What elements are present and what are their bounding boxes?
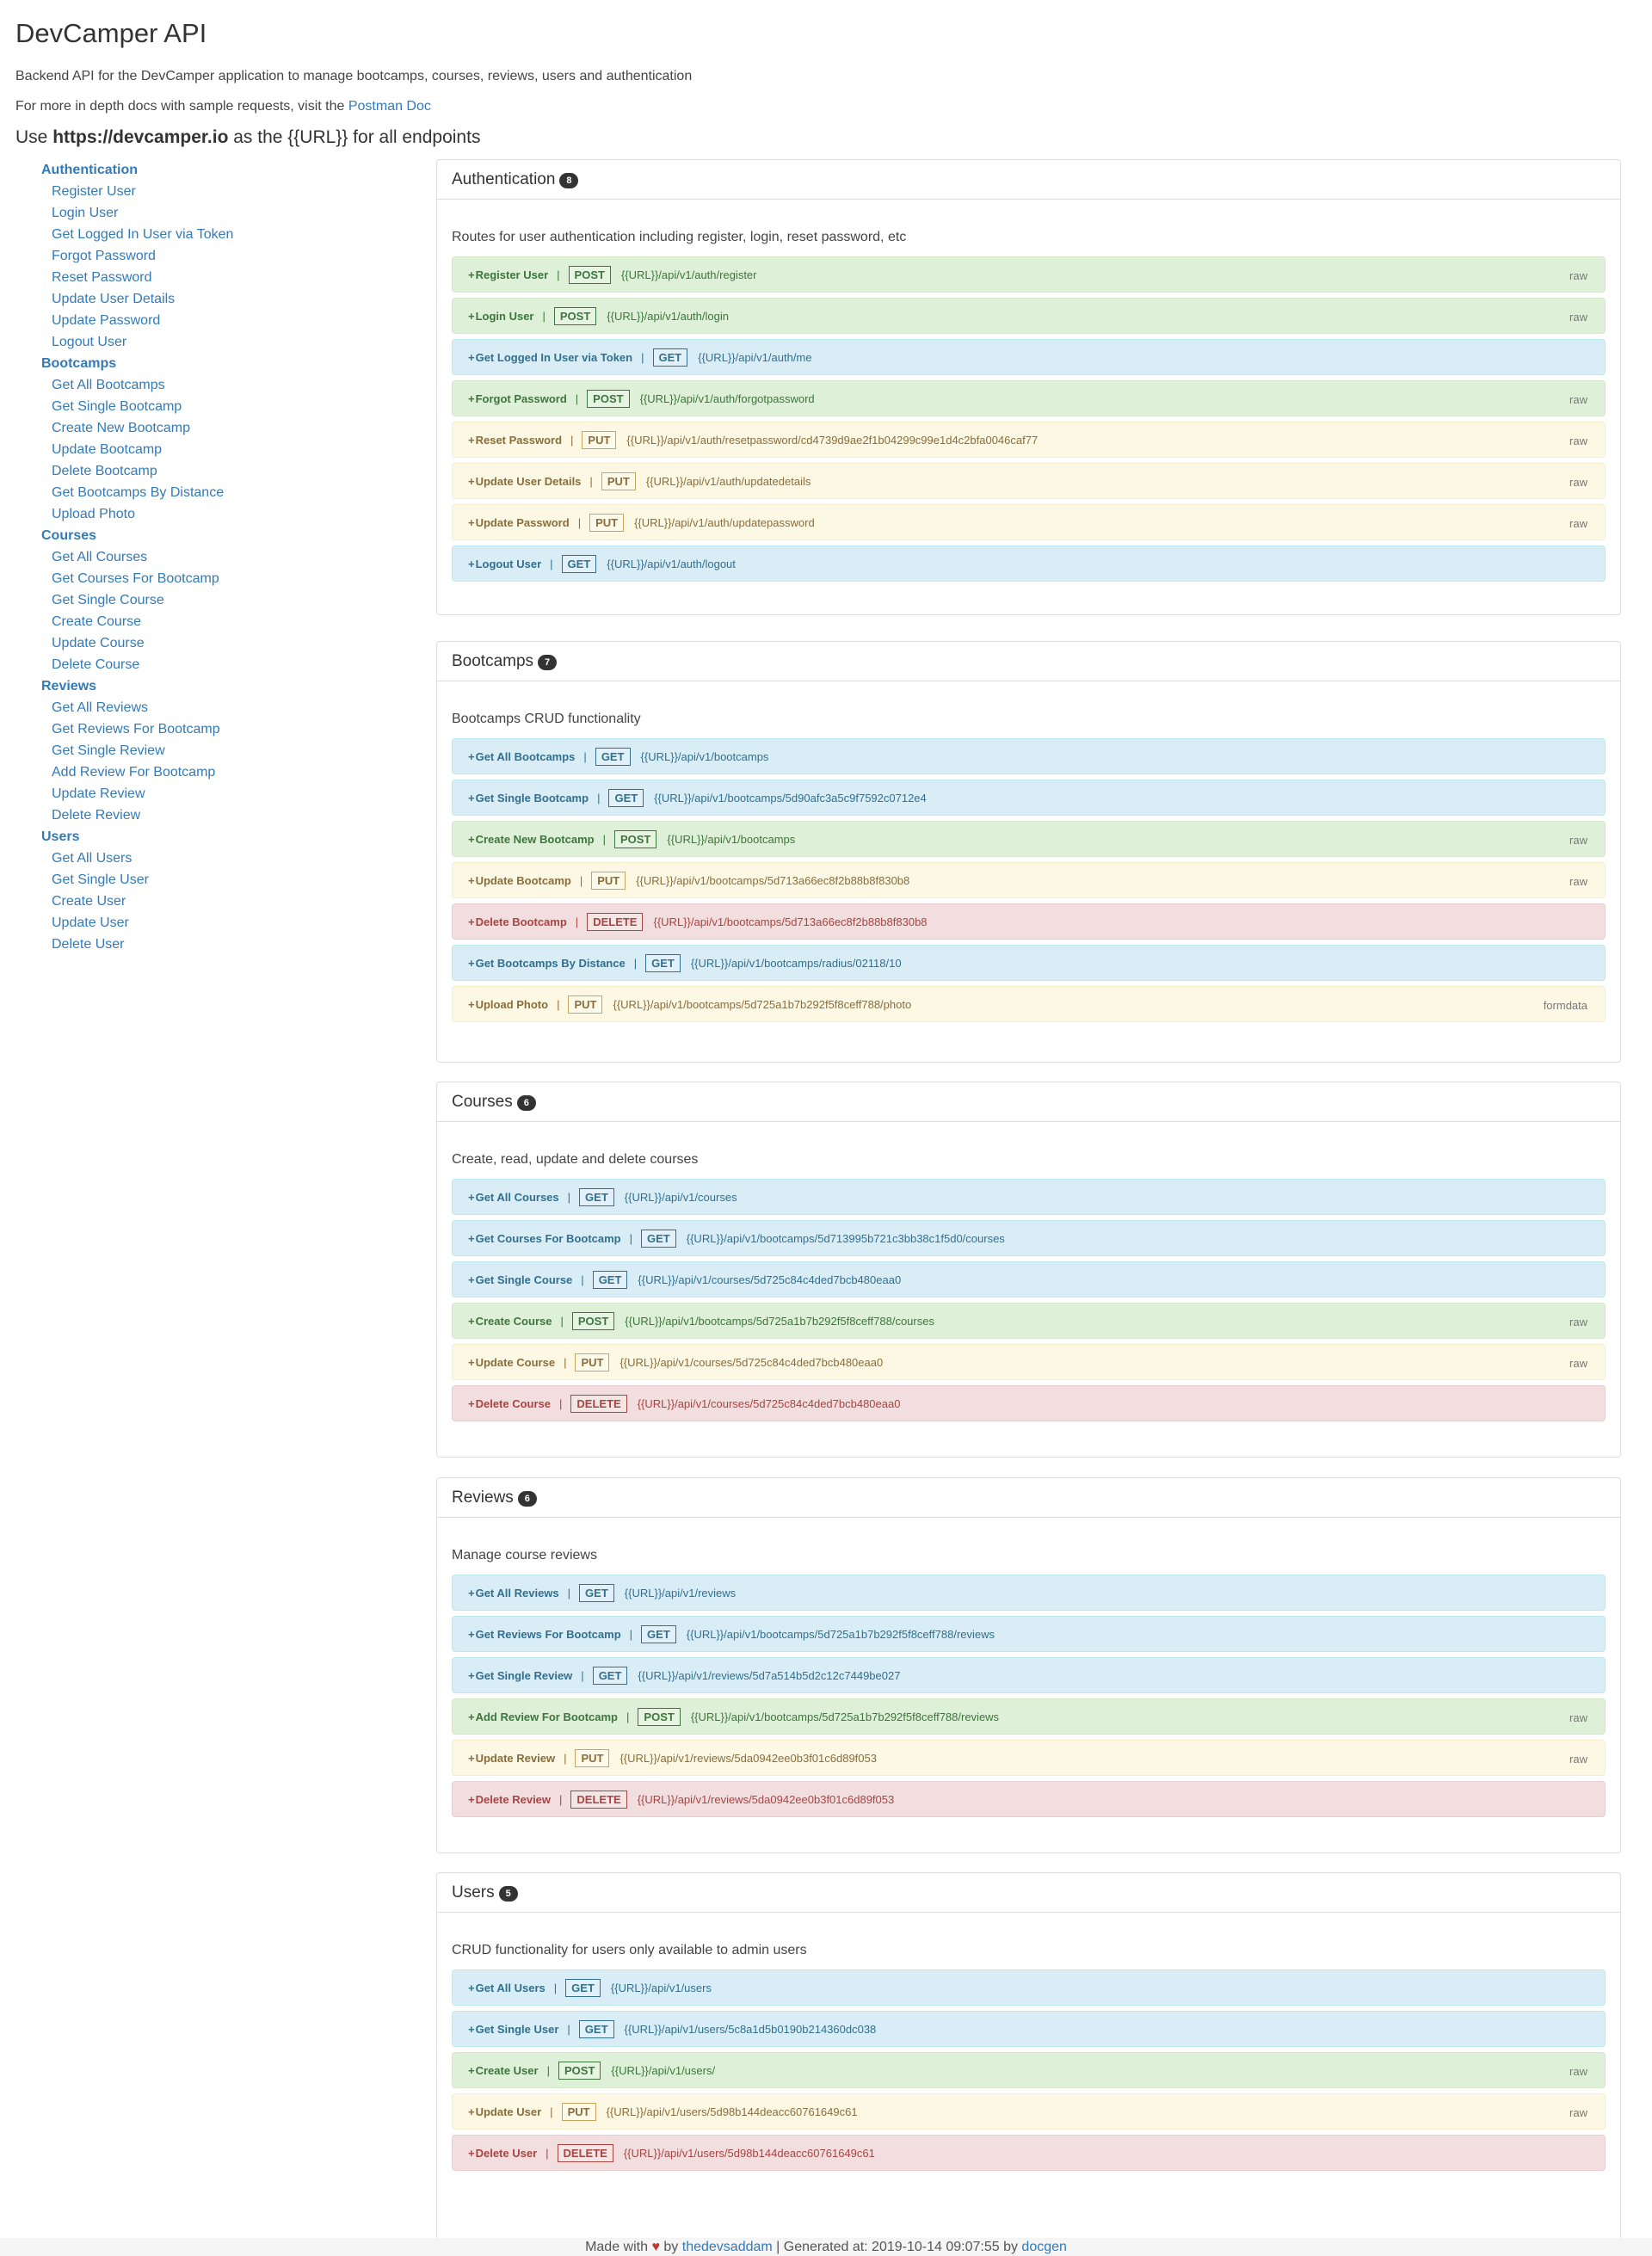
payload-type: raw — [1569, 875, 1587, 888]
method-badge: PUT — [582, 431, 616, 449]
separator: | — [570, 433, 574, 447]
payload-type: raw — [1569, 311, 1587, 324]
expand-icon[interactable]: + — [468, 391, 475, 405]
endpoint-forgot-password[interactable] — [452, 380, 1606, 416]
count-badge: 8 — [559, 173, 578, 188]
expand-icon[interactable]: + — [468, 1586, 475, 1600]
method-badge: GET — [565, 1979, 601, 1997]
panel-description: CRUD functionality for users only available to admin users — [452, 1943, 807, 1957]
payload-type: formdata — [1543, 999, 1587, 1012]
endpoint-url: {{URL}}/api/v1/bootcamps — [640, 749, 769, 763]
sidebar-item-get-single-course[interactable]: Get Single Course — [52, 593, 164, 607]
separator: | — [567, 2022, 570, 2036]
sidebar-item-get-logged-in-user-via-token[interactable]: Get Logged In User via Token — [52, 227, 234, 242]
endpoint-url: {{URL}}/api/v1/bootcamps/5d725a1b7b292f5f8ceff788/courses — [625, 1314, 934, 1328]
sidebar-item-get-bootcamps-by-distance[interactable]: Get Bootcamps By Distance — [52, 485, 225, 500]
panel-body — [437, 1151, 1620, 1421]
sidebar-item-upload-photo[interactable]: Upload Photo — [52, 507, 135, 521]
method-badge: POST — [572, 1312, 614, 1330]
endpoint-delete-user[interactable] — [452, 2135, 1606, 2171]
sidebar-item-delete-bootcamp[interactable]: Delete Bootcamp — [52, 464, 157, 478]
use-suffix: as the {{URL}} for all endpoints — [228, 127, 481, 147]
endpoint-update-password[interactable] — [452, 504, 1606, 540]
expand-icon[interactable]: + — [468, 749, 475, 763]
separator: | — [575, 391, 579, 405]
sidebar-item-create-new-bootcamp[interactable]: Create New Bootcamp — [52, 421, 190, 435]
expand-icon[interactable]: + — [468, 1355, 475, 1369]
payload-type: raw — [1569, 476, 1587, 489]
sidebar-item-login-user[interactable]: Login User — [52, 206, 119, 220]
expand-icon[interactable]: + — [468, 1314, 475, 1328]
endpoint-url: {{URL}}/api/v1/users/5d98b144deacc60761649c61 — [606, 2105, 858, 2118]
separator: | — [553, 1981, 558, 1994]
panel-reviews — [436, 1477, 1621, 1853]
endpoint-url: {{URL}}/api/v1/courses/5d725c84c4ded7bcb480eaa0 — [637, 1396, 901, 1410]
author-link[interactable]: thedevsaddam — [681, 2240, 773, 2254]
method-badge: PUT — [562, 2103, 596, 2121]
separator: | — [557, 997, 560, 1011]
endpoint-url: {{URL}}/api/v1/reviews/5d7a514b5d2c12c7449be027 — [638, 1668, 901, 1682]
separator: | — [581, 1273, 584, 1286]
endpoint-name: Delete Bootcamp — [475, 915, 567, 928]
separator: | — [567, 1586, 571, 1600]
expand-icon[interactable]: + — [468, 2105, 475, 2118]
endpoint-get-courses-for-bootcamp[interactable] — [452, 1220, 1606, 1256]
expand-icon[interactable]: + — [468, 350, 475, 364]
expand-icon[interactable]: + — [468, 557, 475, 570]
expand-icon[interactable]: + — [468, 433, 475, 447]
endpoint-url: {{URL}}/api/v1/bootcamps/5d713a66ec8f2b88b8f830b8 — [653, 915, 928, 928]
expand-icon[interactable]: + — [468, 956, 475, 970]
separator: | — [579, 873, 583, 887]
method-badge: GET — [641, 1230, 676, 1248]
expand-icon[interactable]: + — [468, 791, 475, 804]
payload-type: raw — [1569, 2106, 1587, 2119]
expand-icon[interactable]: + — [468, 1627, 475, 1641]
separator: | — [550, 2105, 553, 2118]
sidebar-item-update-review[interactable]: Update Review — [52, 786, 145, 801]
count-badge: 6 — [517, 1095, 536, 1111]
endpoint-url: {{URL}}/api/v1/auth/logout — [607, 557, 736, 570]
sidebar-item-update-bootcamp[interactable]: Update Bootcamp — [52, 442, 163, 457]
page-footer — [0, 2238, 1652, 2256]
endpoint-delete-course[interactable] — [452, 1385, 1606, 1421]
separator: | — [633, 956, 638, 970]
endpoint-get-single-bootcamp[interactable] — [452, 780, 1606, 816]
endpoint-update-user-details[interactable] — [452, 463, 1606, 499]
endpoint-name: Get Courses For Bootcamp — [475, 1231, 621, 1245]
sidebar-item-get-reviews-for-bootcamp[interactable]: Get Reviews For Bootcamp — [52, 722, 220, 737]
endpoint-url: {{URL}}/api/v1/auth/updatepassword — [634, 515, 815, 529]
expand-icon[interactable]: + — [468, 1273, 475, 1286]
endpoint-url: {{URL}}/api/v1/bootcamps/radius/02118/10 — [690, 956, 902, 970]
sidebar-item-create-course[interactable]: Create Course — [52, 614, 142, 629]
separator: | — [542, 309, 546, 323]
endpoint-url: {{URL}}/api/v1/bootcamps/5d725a1b7b292f5f8ceff788/reviews — [690, 1710, 1000, 1723]
separator: | — [546, 2146, 549, 2160]
endpoint-create-user[interactable] — [452, 2052, 1606, 2088]
page-title: DevCamper API — [15, 18, 207, 48]
endpoint-update-bootcamp[interactable] — [452, 862, 1606, 898]
docgen-link[interactable]: docgen — [1021, 2240, 1067, 2254]
panel-heading — [437, 160, 1620, 200]
sidebar-item-update-course[interactable]: Update Course — [52, 636, 145, 650]
expand-icon[interactable]: + — [468, 515, 475, 529]
panel-title: Users — [452, 1883, 495, 1902]
endpoint-update-review[interactable] — [452, 1740, 1606, 1776]
endpoint-logout-user[interactable] — [452, 546, 1606, 582]
method-badge: POST — [638, 1708, 680, 1726]
sidebar-nav — [41, 159, 403, 955]
endpoint-get-reviews-for-bootcamp[interactable] — [452, 1616, 1606, 1652]
endpoint-create-course[interactable] — [452, 1303, 1606, 1339]
panel-body — [437, 229, 1620, 582]
endpoint-create-new-bootcamp[interactable] — [452, 821, 1606, 857]
endpoint-name: Get Single User — [475, 2022, 559, 2036]
expand-icon[interactable]: + — [468, 915, 475, 928]
panel-description: Bootcamps CRUD functionality — [452, 712, 641, 726]
endpoint-url: {{URL}}/api/v1/auth/register — [620, 268, 757, 281]
sidebar-item-get-all-reviews[interactable]: Get All Reviews — [52, 700, 149, 715]
sidebar-item-delete-course[interactable]: Delete Course — [52, 657, 140, 672]
separator: | — [626, 1710, 630, 1723]
panel-heading — [437, 642, 1620, 681]
expand-icon[interactable]: + — [468, 832, 475, 846]
footer-generated: | Generated at: 2019-10-14 09:07:55 by — [772, 2240, 1022, 2254]
method-badge: PUT — [575, 1353, 609, 1371]
endpoint-name: Reset Password — [475, 433, 563, 447]
separator: | — [564, 1751, 567, 1765]
panel-title: Authentication — [452, 170, 556, 188]
endpoint-name: Delete Review — [475, 1792, 552, 1806]
use-prefix: Use — [15, 127, 53, 147]
sidebar-item-get-all-users[interactable]: Get All Users — [52, 851, 133, 866]
method-badge: DELETE — [570, 1395, 626, 1413]
endpoint-upload-photo[interactable] — [452, 986, 1606, 1022]
separator: | — [559, 1396, 563, 1410]
endpoint-name: Get All Courses — [475, 1190, 559, 1204]
separator: | — [581, 1668, 584, 1682]
separator: | — [602, 832, 606, 846]
endpoint-name: Register User — [475, 268, 549, 281]
separator: | — [589, 474, 593, 488]
endpoint-get-all-reviews[interactable] — [452, 1575, 1606, 1611]
endpoint-url: {{URL}}/api/v1/courses/5d725c84c4ded7bcb480eaa0 — [620, 1355, 884, 1369]
endpoint-name: Update Bootcamp — [475, 873, 571, 887]
endpoint-name: Get Logged In User via Token — [475, 350, 633, 364]
endpoint-url: {{URL}}/api/v1/auth/updatedetails — [645, 474, 811, 488]
method-badge: POST — [587, 390, 629, 408]
endpoint-url: {{URL}}/api/v1/courses — [624, 1190, 737, 1204]
payload-type: raw — [1569, 2065, 1587, 2078]
endpoint-delete-review[interactable] — [452, 1781, 1606, 1817]
method-badge: GET — [593, 1271, 628, 1289]
endpoint-name: Get Single Bootcamp — [475, 791, 589, 804]
expand-icon[interactable]: + — [468, 1396, 475, 1410]
expand-icon[interactable]: + — [468, 474, 475, 488]
endpoint-name: Get Single Course — [475, 1273, 573, 1286]
separator: | — [559, 1792, 563, 1806]
method-badge: POST — [554, 307, 596, 325]
endpoint-url: {{URL}}/api/v1/bootcamps/5d725a1b7b292f5f8ceff788/photo — [613, 997, 912, 1011]
endpoint-url: {{URL}}/api/v1/bootcamps/5d713995b721c3bb38c1f5d0/courses — [686, 1231, 1005, 1245]
endpoint-url: {{URL}}/api/v1/auth/me — [698, 350, 812, 364]
payload-type: raw — [1569, 1316, 1587, 1328]
endpoint-get-single-course[interactable] — [452, 1261, 1606, 1298]
endpoint-get-single-user[interactable] — [452, 2011, 1606, 2047]
endpoint-name: Update Review — [475, 1751, 556, 1765]
method-badge: POST — [569, 266, 611, 284]
separator: | — [577, 515, 582, 529]
expand-icon[interactable]: + — [468, 1710, 475, 1723]
sidebar-item-reset-password[interactable]: Reset Password — [52, 270, 152, 285]
panel-description: Routes for user authentication including register, login, reset password, etc — [452, 230, 907, 244]
sidebar-item-get-all-courses[interactable]: Get All Courses — [52, 550, 148, 564]
sidebar-item-create-user[interactable]: Create User — [52, 894, 126, 909]
endpoint-get-bootcamps-by-distance[interactable] — [452, 945, 1606, 981]
endpoint-name: Login User — [475, 309, 534, 323]
expand-icon[interactable]: + — [468, 2022, 475, 2036]
expand-icon[interactable]: + — [468, 1231, 475, 1245]
separator: | — [557, 268, 560, 281]
endpoint-get-all-bootcamps[interactable] — [452, 738, 1606, 774]
endpoint-name: Get Reviews For Bootcamp — [475, 1627, 621, 1641]
endpoint-delete-bootcamp[interactable] — [452, 903, 1606, 940]
footer-by: by — [659, 2240, 682, 2254]
endpoint-name: Get All Users — [475, 1981, 546, 1994]
endpoint-get-single-review[interactable] — [452, 1657, 1606, 1693]
method-badge: GET — [593, 1667, 628, 1685]
panel-title: Courses — [452, 1092, 513, 1111]
method-badge: GET — [579, 2020, 614, 2038]
expand-icon[interactable]: + — [468, 1751, 475, 1765]
endpoint-url: {{URL}}/api/v1/reviews — [624, 1586, 737, 1600]
page-header — [15, 15, 1633, 150]
docs-prefix: For more in depth docs with sample requests, visit the — [15, 99, 348, 114]
separator: | — [641, 350, 644, 364]
method-badge: POST — [558, 2062, 601, 2080]
count-badge: 5 — [499, 1886, 518, 1902]
panel-courses — [436, 1082, 1621, 1458]
sidebar-item-get-single-user[interactable]: Get Single User — [52, 872, 149, 887]
payload-type: raw — [1569, 517, 1587, 530]
endpoint-name: Update User Details — [475, 474, 582, 488]
endpoint-url: {{URL}}/api/v1/users — [610, 1981, 712, 1994]
sidebar-item-forgot-password[interactable]: Forgot Password — [52, 249, 156, 263]
sidebar-item-add-review-for-bootcamp[interactable]: Add Review For Bootcamp — [52, 765, 216, 780]
sidebar-group-users[interactable]: Users — [41, 829, 80, 844]
expand-icon[interactable]: + — [468, 997, 475, 1011]
endpoint-name: Delete User — [475, 2146, 538, 2160]
sidebar-item-delete-review[interactable]: Delete Review — [52, 808, 141, 823]
count-badge: 6 — [518, 1491, 537, 1507]
endpoint-name: Update Password — [475, 515, 570, 529]
endpoint-register-user[interactable] — [452, 256, 1606, 293]
payload-type: raw — [1569, 435, 1587, 447]
endpoint-update-course[interactable] — [452, 1344, 1606, 1380]
separator: | — [560, 1314, 564, 1328]
endpoint-name: Upload Photo — [475, 997, 549, 1011]
sidebar-group-bootcamps[interactable]: Bootcamps — [41, 356, 117, 371]
heart-icon: ♥ — [651, 2240, 660, 2254]
method-badge: GET — [579, 1584, 614, 1602]
separator: | — [629, 1231, 633, 1245]
endpoint-name: Logout User — [475, 557, 542, 570]
method-badge: DELETE — [570, 1791, 626, 1809]
method-badge: GET — [608, 789, 644, 807]
sidebar-item-update-password[interactable]: Update Password — [52, 313, 161, 328]
expand-icon[interactable]: + — [468, 1190, 475, 1204]
method-badge: DELETE — [558, 2144, 613, 2162]
expand-icon[interactable]: + — [468, 1792, 475, 1806]
sidebar-group-reviews[interactable]: Reviews — [41, 679, 97, 693]
endpoint-name: Get Bootcamps By Distance — [475, 956, 626, 970]
sidebar-item-get-single-review[interactable]: Get Single Review — [52, 743, 165, 758]
sidebar-item-get-all-bootcamps[interactable]: Get All Bootcamps — [52, 378, 165, 392]
panel-description: Create, read, update and delete courses — [452, 1152, 699, 1167]
endpoint-url: {{URL}}/api/v1/users/ — [611, 2063, 716, 2077]
payload-type: raw — [1569, 393, 1587, 406]
docs-line — [15, 98, 1633, 115]
endpoint-name: Create New Bootcamp — [475, 832, 595, 846]
panel-heading — [437, 1478, 1620, 1518]
sidebar-item-register-user[interactable]: Register User — [52, 184, 136, 199]
page-subtitle: Backend API for the DevCamper application to manage bootcamps, courses, reviews, users and authentication — [15, 69, 693, 83]
panel-authentication — [436, 159, 1621, 615]
panel-title: Bootcamps — [452, 651, 534, 670]
method-badge: GET — [595, 748, 631, 766]
method-badge: PUT — [568, 995, 602, 1014]
endpoint-url: {{URL}}/api/v1/reviews/5da0942ee0b3f01c6d89f053 — [620, 1751, 877, 1765]
endpoint-name: Delete Course — [475, 1396, 552, 1410]
endpoint-name: Get Single Review — [475, 1668, 573, 1682]
endpoint-reset-password[interactable] — [452, 422, 1606, 458]
method-badge: POST — [614, 830, 656, 848]
expand-icon[interactable]: + — [468, 309, 475, 323]
endpoint-url: {{URL}}/api/v1/courses/5d725c84c4ded7bcb480eaa0 — [638, 1273, 902, 1286]
payload-type: raw — [1569, 1357, 1587, 1370]
payload-type: raw — [1569, 834, 1587, 847]
endpoint-url: {{URL}}/api/v1/bootcamps/5d725a1b7b292f5f8ceff788/reviews — [686, 1627, 996, 1641]
sidebar-group-courses[interactable]: Courses — [41, 528, 97, 543]
endpoint-name: Get All Reviews — [475, 1586, 559, 1600]
separator: | — [597, 791, 601, 804]
endpoint-login-user[interactable] — [452, 298, 1606, 334]
sidebar-item-get-courses-for-bootcamp[interactable]: Get Courses For Bootcamp — [52, 571, 219, 586]
endpoint-name: Create Course — [475, 1314, 552, 1328]
method-badge: GET — [645, 954, 681, 972]
panel-title: Reviews — [452, 1488, 514, 1507]
sidebar-item-logout-user[interactable]: Logout User — [52, 335, 127, 349]
method-badge: GET — [562, 555, 597, 573]
endpoint-url: {{URL}}/api/v1/users/5c8a1d5b0190b214360dc038 — [624, 2022, 877, 2036]
method-badge: PUT — [591, 872, 626, 890]
separator: | — [629, 1627, 633, 1641]
expand-icon[interactable]: + — [468, 873, 475, 887]
panel-heading — [437, 1082, 1620, 1122]
endpoint-name: Create User — [475, 2063, 539, 2077]
panel-body — [437, 711, 1620, 1022]
base-url: https://devcamper.io — [52, 127, 229, 147]
sidebar-item-update-user[interactable]: Update User — [52, 915, 129, 930]
expand-icon[interactable]: + — [468, 1981, 475, 1994]
separator: | — [567, 1190, 571, 1204]
panel-bootcamps — [436, 641, 1621, 1063]
endpoint-get-all-courses[interactable] — [452, 1179, 1606, 1215]
endpoint-url: {{URL}}/api/v1/users/5d98b144deacc60761649c61 — [623, 2146, 875, 2160]
footer-made-with: Made with — [585, 2240, 652, 2254]
panel-body — [437, 1547, 1620, 1817]
base-url-line — [15, 126, 1633, 150]
endpoint-name: Get All Bootcamps — [475, 749, 576, 763]
endpoint-url: {{URL}}/api/v1/bootcamps/5d90afc3a5c9f7592c0712e4 — [654, 791, 927, 804]
method-badge: GET — [641, 1625, 676, 1643]
payload-type: raw — [1569, 1753, 1587, 1766]
endpoint-get-all-users[interactable] — [452, 1969, 1606, 2006]
postman-doc-link[interactable]: Postman Doc — [348, 99, 431, 114]
endpoint-url: {{URL}}/api/v1/bootcamps/5d713a66ec8f2b88b8f830b8 — [636, 873, 910, 887]
panel-users — [436, 1872, 1621, 2247]
sidebar-item-delete-user[interactable]: Delete User — [52, 937, 125, 952]
endpoint-url: {{URL}}/api/v1/auth/resetpassword/cd4739d9ae2f1b04299c99e1d4c2bfa0046caf77 — [626, 433, 1039, 447]
endpoint-name: Update Course — [475, 1355, 556, 1369]
expand-icon[interactable]: + — [468, 268, 475, 281]
endpoint-url: {{URL}}/api/v1/auth/login — [607, 309, 729, 323]
sidebar-item-update-user-details[interactable]: Update User Details — [52, 292, 176, 306]
panel-heading — [437, 1873, 1620, 1913]
method-badge: GET — [653, 348, 688, 367]
endpoint-name: Update User — [475, 2105, 542, 2118]
endpoint-url: {{URL}}/api/v1/reviews/5da0942ee0b3f01c6d89f053 — [637, 1792, 895, 1806]
method-badge: PUT — [589, 514, 624, 532]
separator: | — [550, 557, 553, 570]
separator: | — [564, 1355, 567, 1369]
endpoint-url: {{URL}}/api/v1/auth/forgotpassword — [639, 391, 815, 405]
method-badge: PUT — [601, 472, 636, 490]
sidebar-group-authentication[interactable]: Authentication — [41, 163, 138, 177]
panel-body — [437, 1942, 1620, 2171]
method-badge: GET — [579, 1188, 614, 1206]
payload-type: raw — [1569, 269, 1587, 282]
payload-type: raw — [1569, 1711, 1587, 1724]
separator: | — [546, 2063, 550, 2077]
method-badge: PUT — [575, 1749, 609, 1767]
expand-icon[interactable]: + — [468, 2146, 475, 2160]
endpoint-add-review-for-bootcamp[interactable] — [452, 1698, 1606, 1735]
endpoint-name: Forgot Password — [475, 391, 567, 405]
expand-icon[interactable]: + — [468, 1668, 475, 1682]
expand-icon[interactable]: + — [468, 2063, 475, 2077]
endpoint-get-logged-in-user-via-token[interactable] — [452, 339, 1606, 375]
panel-description: Manage course reviews — [452, 1548, 597, 1563]
endpoint-name: Add Review For Bootcamp — [475, 1710, 619, 1723]
count-badge: 7 — [538, 655, 557, 670]
endpoint-url: {{URL}}/api/v1/bootcamps — [667, 832, 796, 846]
separator: | — [575, 915, 579, 928]
separator: | — [583, 749, 587, 763]
endpoint-update-user[interactable] — [452, 2093, 1606, 2130]
method-badge: DELETE — [587, 913, 643, 931]
sidebar-item-get-single-bootcamp[interactable]: Get Single Bootcamp — [52, 399, 182, 414]
